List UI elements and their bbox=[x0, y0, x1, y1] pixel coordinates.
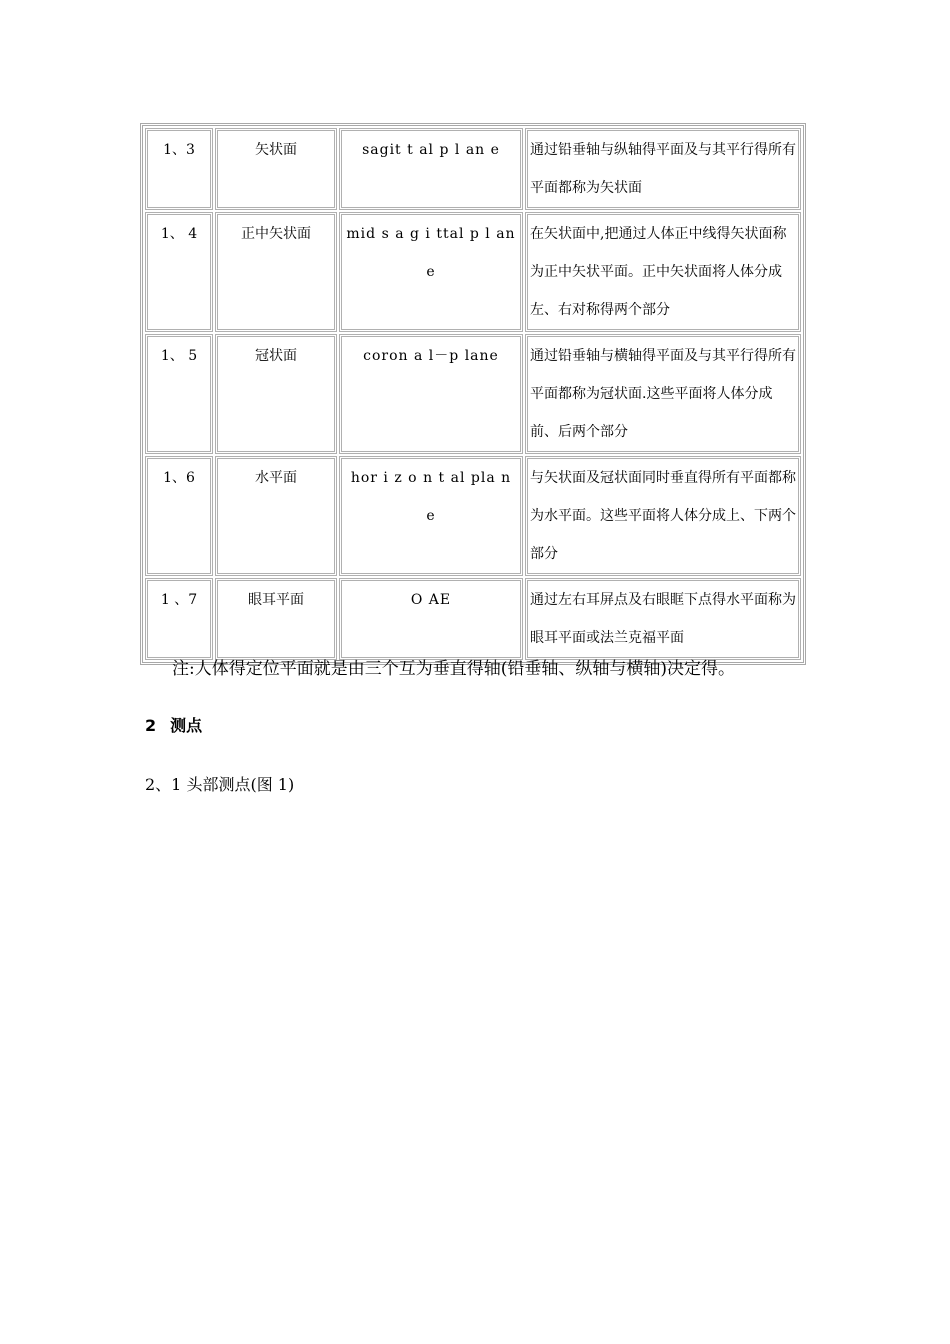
cell-english-term: coron a l－p lane bbox=[339, 334, 523, 454]
cell-english-term: O AE bbox=[339, 578, 523, 660]
cell-plane-name: 正中矢状面 bbox=[215, 212, 337, 332]
table-row bbox=[145, 212, 801, 332]
cell-description: 与矢状面及冠状面同时垂直得所有平面都称为水平面。这些平面将人体分成上、下两个部分 bbox=[525, 456, 801, 576]
cell-plane-name: 眼耳平面 bbox=[215, 578, 337, 660]
table-row bbox=[145, 578, 801, 660]
cell-english-term: sagit t al p l an e bbox=[339, 128, 523, 210]
cell-number: 1、 4 bbox=[145, 212, 213, 332]
table-row bbox=[145, 334, 801, 454]
cell-description: 在矢状面中,把通过人体正中线得矢状面称为正中矢状平面。正中矢状面将人体分成左、右对称得两个部分 bbox=[525, 212, 801, 332]
cell-plane-name: 冠状面 bbox=[215, 334, 337, 454]
cell-description: 通过左右耳屏点及右眼眶下点得水平面称为眼耳平面或法兰克福平面 bbox=[525, 578, 801, 660]
section-number: 2 bbox=[145, 716, 157, 735]
section-title: 测点 bbox=[170, 716, 203, 735]
cell-number: 1 、7 bbox=[145, 578, 213, 660]
table-row bbox=[145, 456, 801, 576]
cell-plane-name: 水平面 bbox=[215, 456, 337, 576]
section-heading bbox=[145, 711, 202, 741]
cell-number: 1、3 bbox=[145, 128, 213, 210]
subsection-heading: 2、1 头部测点(图 1) bbox=[145, 775, 295, 794]
cell-plane-name: 矢状面 bbox=[215, 128, 337, 210]
planes-table bbox=[143, 126, 803, 662]
note-paragraph: 注:人体得定位平面就是由三个互为垂直得轴(铅垂轴、纵轴与横轴)决定得。 bbox=[172, 659, 735, 679]
planes-table-frame bbox=[140, 123, 806, 665]
cell-english-term: mid s a g i ttal p l ane bbox=[339, 212, 523, 332]
cell-number: 1、 5 bbox=[145, 334, 213, 454]
cell-description: 通过铅垂轴与横轴得平面及与其平行得所有平面都称为冠状面.这些平面将人体分成前、后两个部分 bbox=[525, 334, 801, 454]
cell-number: 1、6 bbox=[145, 456, 213, 576]
table-row bbox=[145, 128, 801, 210]
planes-table-body bbox=[145, 128, 801, 660]
cell-description: 通过铅垂轴与纵轴得平面及与其平行得所有平面都称为矢状面 bbox=[525, 128, 801, 210]
cell-english-term: hor i z o n t al pla n e bbox=[339, 456, 523, 576]
